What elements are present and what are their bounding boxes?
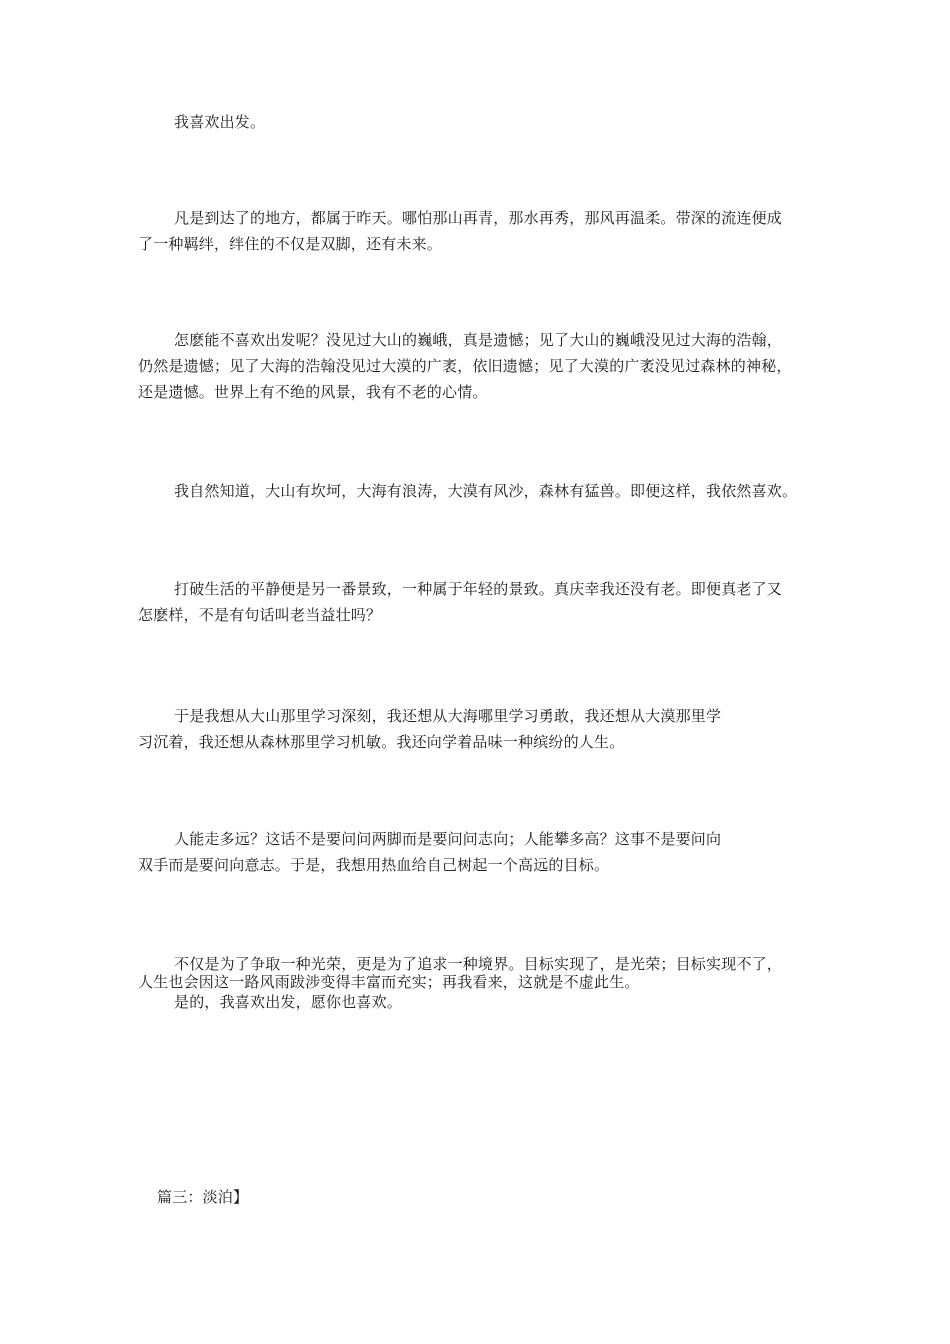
- paragraph-5-line-2: 怎麽样，不是有句话叫老当益壮吗？: [138, 606, 382, 624]
- paragraph-5-line-1: 打破生活的平静便是另一番景致，一种属于年轻的景致。真庆幸我还没有老。即便真老了又: [174, 580, 783, 598]
- paragraph-8-line-3: 是的，我喜欢出发，愿你也喜欢。: [174, 993, 403, 1011]
- paragraph-6-line-1: 于是我想从大山那里学习深刻，我还想从大海哪里学习勇敢，我还想从大漠那里学: [174, 707, 722, 725]
- paragraph-1-line-1: 我喜欢出发。: [174, 113, 266, 131]
- paragraph-3-line-1: 怎麽能不喜欢出发呢？没见过大山的巍峨，真是遗憾；见了大山的巍峨没见过大海的浩翰，: [174, 331, 783, 349]
- paragraph-8-line-1: 不仅是为了争取一种光荣，更是为了追求一种境界。目标实现了，是光荣；目标实现不了，: [174, 955, 783, 973]
- section-heading: 篇三：淡泊】: [157, 1188, 249, 1206]
- paragraph-8-line-2: 人生也会因这一路风雨跋涉变得丰富而充实；再我看来，这就是不虚此生。: [138, 973, 640, 991]
- paragraph-7-line-1: 人能走多远？这话不是要问问两脚而是要问问志向；人能攀多高？这事不是要问向: [174, 830, 722, 848]
- paragraph-3-line-2: 仍然是遗憾；见了大海的浩翰没见过大漠的广袤，依旧遗憾；见了大漠的广袤没见过森林的神秘，: [138, 357, 792, 375]
- paragraph-4-line-1: 我自然知道，大山有坎坷，大海有浪涛，大漠有风沙，森林有猛兽。即便这样，我依然喜欢。: [174, 482, 798, 500]
- paragraph-2-line-2: 了一种羁绊，绊住的不仅是双脚，还有未来。: [138, 235, 443, 253]
- paragraph-2-line-1: 凡是到达了的地方，都属于昨天。哪怕那山再青，那水再秀，那风再温柔。带深的流连便成: [174, 209, 783, 227]
- paragraph-7-line-2: 双手而是要问向意志。于是，我想用热血给自己树起一个高远的目标。: [138, 856, 610, 874]
- paragraph-3-line-3: 还是遗憾。世界上有不绝的风景，我有不老的心情。: [138, 383, 488, 401]
- paragraph-6-line-2: 习沉着，我还想从森林那里学习机敏。我还向学着品味一种缤纷的人生。: [138, 733, 625, 751]
